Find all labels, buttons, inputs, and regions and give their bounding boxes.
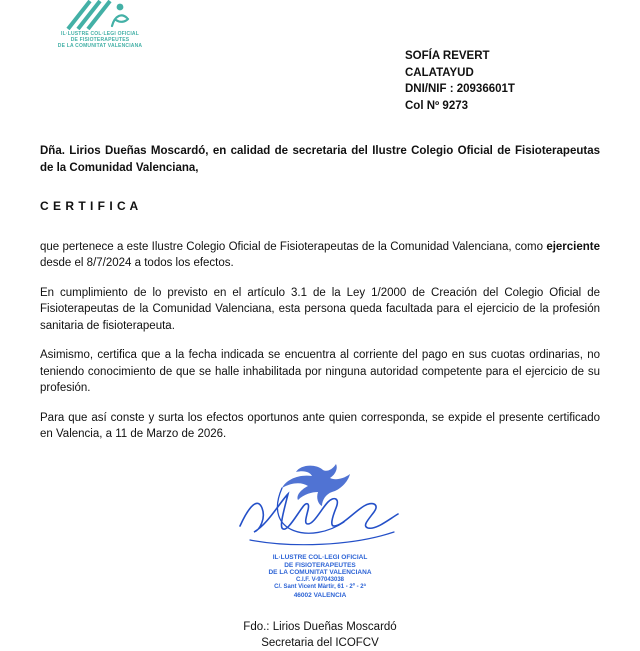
stamp-address: C/. Sant Vicent Màrtir, 61 - 2º - 2ª xyxy=(274,584,366,591)
member-status-bold: ejerciente xyxy=(546,240,601,253)
recipient-block xyxy=(405,48,515,114)
signer-role: Secretaria del ICOFCV xyxy=(261,637,379,649)
stamp-text xyxy=(210,554,430,600)
signature-and-stamp-graphic xyxy=(220,462,420,558)
recipient-col-number: Col Nº 9273 xyxy=(405,99,469,112)
recipient-dni: DNI/NIF : 20936601T xyxy=(405,83,515,95)
stamp-bird-icon xyxy=(282,464,350,506)
logo-org-line: IL·LUSTRE COL·LEGI OFICIAL xyxy=(61,31,139,37)
stamp-org-line: IL·LUSTRE COL·LEGI OFICIAL xyxy=(272,554,368,561)
paragraph-payment: Asimismo, certifica que a la fecha indicada se encuentra al corriente del pago en sus cuotas ordinarias, no teniendo conocimiento de que se halle inhabilitada por ninguna autoridad competente para el ejercicio de su profesión. xyxy=(40,349,600,394)
stamp-org-line: DE LA COMUNITAT VALENCIANA xyxy=(268,569,372,577)
logo-org-line: DE LA COMUNITAT VALENCIANA xyxy=(57,43,143,49)
recipient-name-line2: CALATAYUD xyxy=(405,66,474,79)
paragraph-law: En cumplimiento de lo previsto en el artículo 3.1 de la Ley 1/2000 de Creación del Colegio Oficial de Fisioterapeutas de la Comunidad Valenciana, esta persona queda facultada para el ejercicio de la profesión sanitaria de fisioterapeuta. xyxy=(40,286,600,332)
stamp-org-line: DE FISIOTERAPEUTES xyxy=(284,561,356,569)
stamp-block xyxy=(210,462,430,600)
certifica-heading: C E R T I F I C A xyxy=(40,199,139,213)
membership-text-post: desde el 8/7/2024 a todos los efectos. xyxy=(40,257,234,269)
recipient-name-line1: SOFÍA REVERT xyxy=(405,50,490,62)
membership-text-pre: que pertenece a este Ilustre Colegio Oficial de Fisioterapeutas de la Comunidad Valenciana, como xyxy=(40,240,543,253)
paragraph-membership xyxy=(40,239,600,272)
logo-org-line: DE FISIOTERAPEUTES xyxy=(70,37,130,43)
logo-stripes-icon xyxy=(64,0,136,30)
certificate-body xyxy=(40,143,600,456)
stamp-city: 46002 VALENCIA xyxy=(293,591,347,599)
footer-signature xyxy=(0,619,640,651)
paragraph-issuance: Para que así conste y surta los efectos oportunos ante quien corresponda, se expide el presente certificado en Valencia, a 11 de Marzo de 2026. xyxy=(40,411,600,440)
signer-name: Fdo.: Lirios Dueñas Moscardó xyxy=(243,621,397,633)
logo-person-icon xyxy=(112,4,128,26)
stamp-cif: C.I.F. V-97043038 xyxy=(295,576,345,583)
logo-org-name xyxy=(40,31,160,49)
icofcv-logo xyxy=(40,0,160,49)
intro-paragraph: Dña. Lirios Dueñas Moscardó, en calidad de secretaria del Ilustre Colegio Oficial de Fisioterapeutas de la Comunidad Valenciana, xyxy=(40,145,600,174)
